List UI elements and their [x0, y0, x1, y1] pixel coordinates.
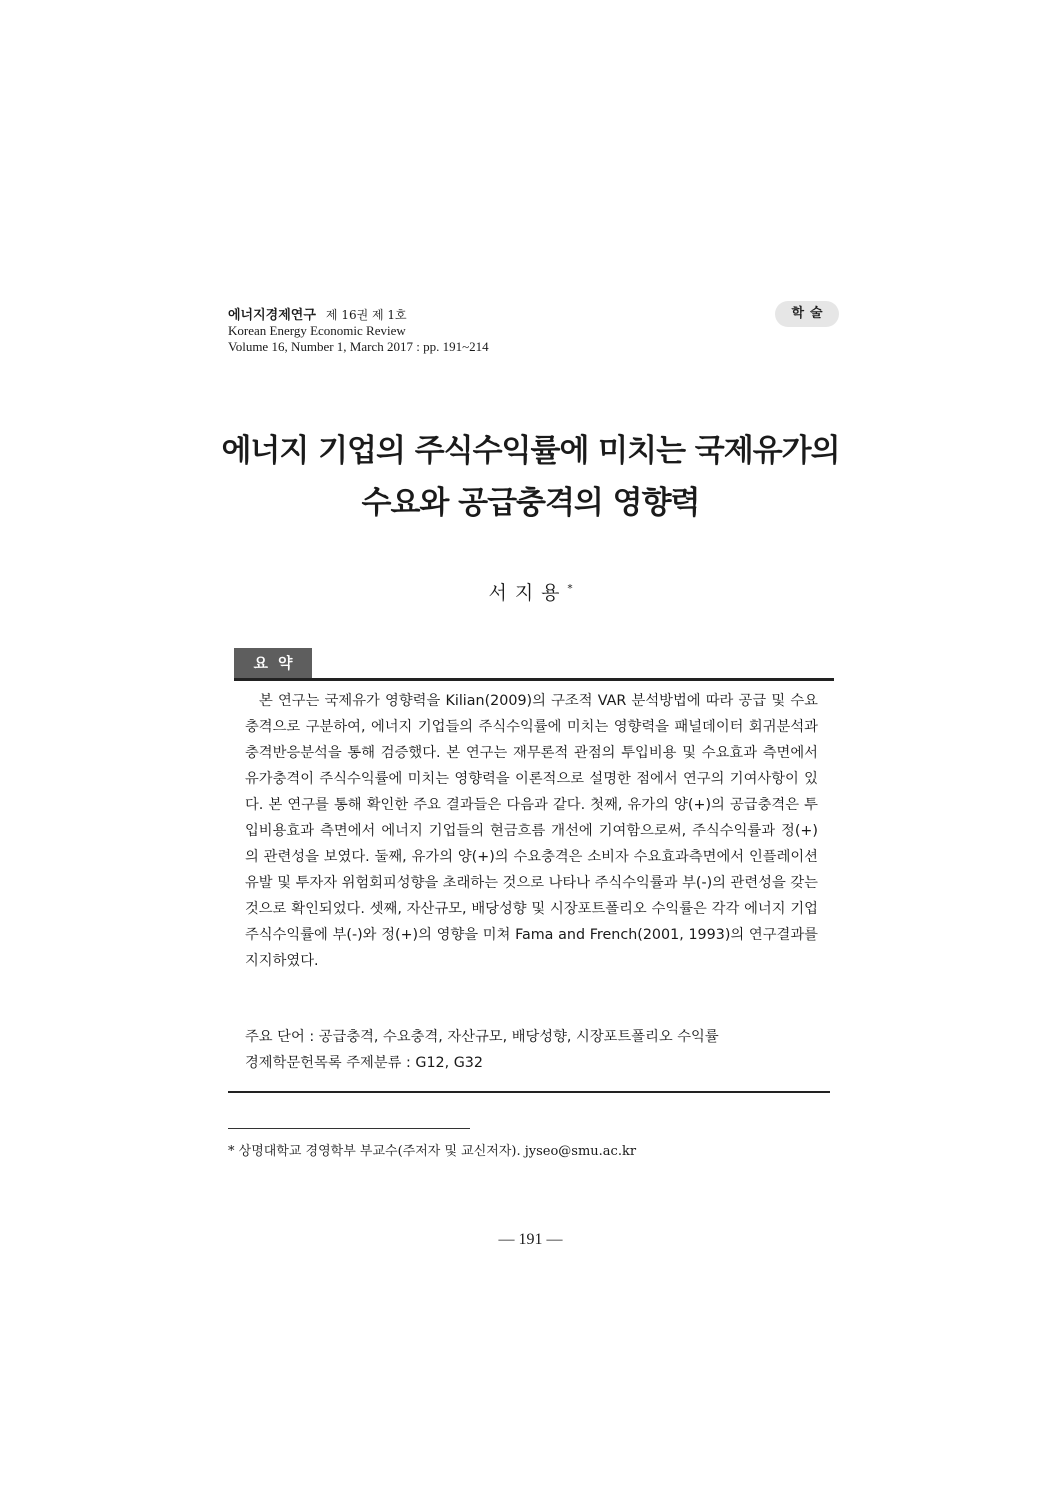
journal-issue-kr: 제 16권 제 1호 [325, 308, 407, 322]
paper-title-line-2: 수요와 공급충격의 영향력 [361, 485, 700, 521]
author-footnote-mark: * [567, 583, 573, 595]
author [0, 578, 1061, 605]
journal-info-en [228, 323, 489, 355]
abstract-label: 요약 [234, 648, 312, 679]
keywords: 주요 단어 : 공급충격, 수요충격, 자산규모, 배당성향, 시장포트폴리오 수익률 [245, 1029, 719, 1045]
volume-info: Volume 16, Number 1, March 2017 : pp. 191~214 [228, 339, 489, 354]
journal-name-kr [228, 304, 407, 323]
abstract-text: 본 연구는 국제유가 영향력을 Kilian(2009)의 구조적 VAR 분석방법에 따라 공급 및 수요충격으로 구분하여, 에너지 기업들의 주식수익률에 미치는 영향력을 패널데이터 회귀분석과 충격반응분석을 통해 검증했다. 본 연구는 재무론적 관점의 투입비용 및 수요효과 측면에서 유가충격이 주식수익률에 미치는 영향력을 이론적으로 설명한 점에서 연구의 기여사항이 있다. 본 연구를 통해 확인한 주요 결과들은 다음과 같다. 첫째, 유가의 양(+)의 공급충격은 투입비용효과 측면에서 에너지 기업들의 현금흐름 개선에 기여함으로써, 주식수익률과 정(+)의 관련성을 보였다. 둘째, 유가의 양(+)의 수요충격은 소비자 수요효과측면에서 인플레이션 유발 및 투자자 위험회피성향을 초래하는 것으로 나타나 주식수익률과 부(-)의 관련성을 갖는 것으로 확인되었다. 셋째, 자산규모, 배당성향 및 시장포트폴리오 수익률은 각각 에너지 기업 주식수익률에 부(-)와 정(+)의 영향을 미쳐 Fama and French(2001, 1993)의 연구결과를 지지하였다. [245, 693, 818, 969]
journal-name-en: Korean Energy Economic Review [228, 323, 406, 338]
journal-title-kr: 에너지경제연구 [228, 308, 316, 323]
footnote-rule [228, 1128, 470, 1129]
page-number: — 191 — [498, 1231, 563, 1248]
jel-classification: 경제학문헌목록 주제분류 : G12, G32 [245, 1055, 483, 1071]
abstract-top-rule [234, 678, 834, 681]
category-badge: 학술 [775, 301, 839, 327]
abstract-bottom-rule [228, 1091, 830, 1093]
author-name: 서지용 [488, 582, 568, 604]
author-footnote: * 상명대학교 경영학부 부교수(주저자 및 교신저자). jyseo@smu.ac.kr [228, 1144, 637, 1159]
paper-title-line-1: 에너지 기업의 주식수익률에 미치는 국제유가의 [221, 433, 840, 469]
